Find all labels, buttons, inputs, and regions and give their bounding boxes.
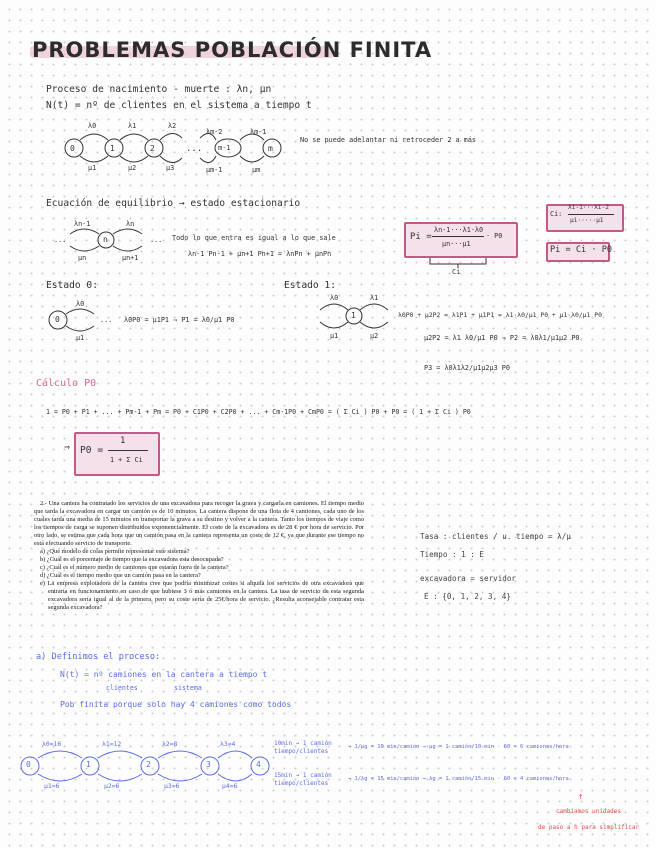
p0-result-denominator: 1 + Σ Ci (110, 456, 143, 464)
chain1-death-rate: μ2 (128, 164, 137, 172)
chain2-birth-rate: λ0=16 (42, 740, 62, 748)
chain1-state-2: 2 (150, 144, 155, 153)
dots: ... (100, 316, 113, 324)
estado1-equation-1: λ0P0 + μ2P2 = λ1P1 + μ1P1 = λ1·λ0/μ1 P0 + μ1·λ0/μ1 P0 (398, 311, 602, 319)
equilibrium-rate: μn+1 (122, 254, 139, 262)
solution-under-1: clientes (106, 684, 138, 692)
estado1-rate: μ2 (370, 332, 379, 340)
chain2-note-1b: tiempo/clientes (274, 748, 329, 755)
chain1-death-rate: μ3 (166, 164, 175, 172)
problem-question: d) ¿Cuál es el tiempo medio que un camión pasa en la cantera? (40, 572, 201, 579)
equilibrium-state: n (103, 235, 108, 244)
problem-question: e) La empresa explotadora de la cantera cree que podría minimizar costes si alquila los servicios de otra excavadora que entraría en funcionamiento en caso de que hubiese 3 ó más camiones en la cantera. La tasa de servicio de esta segunda excavadora sería igual al de la primera, pero su coste sería de 25€/hora de servicio. ¿Resulta aconsejable contratar esta segunda excavadora? (40, 580, 364, 611)
chain2-footnote-1: cambiamos unidades (556, 808, 622, 815)
dots: ... (150, 236, 163, 244)
chain1-dots: ... (186, 144, 203, 154)
chain2-birth-rate: λ1=12 (102, 740, 122, 748)
chain2-state-0: 0 (26, 760, 31, 769)
fraction-bar (108, 450, 148, 451)
chain1-birth-rate: λ1 (128, 122, 137, 130)
chain1-death-rate: μm-1 (206, 166, 223, 174)
calculo-heading: Cálculo P0 (36, 378, 97, 389)
side-note-tasa: Tasa : clientes / u. tiempo = λ/μ (420, 532, 571, 541)
pi-box-lhs: Pi = (410, 232, 432, 242)
chain2-footnote-2: de paso a h para simplificar (538, 824, 640, 831)
fraction-bar (568, 214, 614, 215)
estado1-rate: λ1 (370, 294, 379, 302)
fraction-bar (432, 236, 484, 237)
ci-label: Ci (452, 268, 461, 276)
estado0-diagram (44, 300, 104, 340)
solution-line-1: N(t) = nº camiones en la cantera a tiempo t (60, 670, 268, 679)
solution-under-2: sistema (174, 684, 202, 692)
equilibrium-heading: Ecuación de equilibrio → estado estacionario (46, 198, 301, 209)
estado0-top-rate: λ0 (76, 300, 85, 308)
chain1-state-1: 1 (110, 144, 115, 153)
estado1-state: 1 (351, 311, 356, 320)
solution-line-2: Pob finita porque solo hay 4 camiones como todos (60, 700, 292, 709)
side-note-tiempo: Tiempo : 1 : E (420, 550, 485, 559)
chain2-death-rate: μ4=6 (222, 782, 238, 790)
chain1-state-m: m (268, 144, 273, 153)
ci-def-denominator: μi·····μ1 (570, 217, 604, 224)
p0-result-numerator: 1 (120, 436, 126, 446)
dots: ... (54, 236, 67, 244)
equilibrium-rate: λn-1 (74, 220, 91, 228)
estado1-rate: λ0 (330, 294, 339, 302)
chain1-state-0: 0 (70, 144, 75, 153)
chain2-state-3: 3 (206, 760, 211, 769)
chain2-death-rate: μ3=6 (164, 782, 180, 790)
problem-question: a) ¿Qué modelo de colas permite representar este sistema? (40, 548, 190, 555)
calculo-sum-equation: 1 = P0 + P1 + ... + Pm-1 + Pm = P0 + C1P0 + C2P0 + ... + Cm-1P0 + CmP0 = ( Σ Ci ) P0 + P0 = ( 1 + Σ Ci ) P0 (46, 408, 471, 416)
chain1-birth-rate: λ0 (88, 122, 97, 130)
estado1-equation-3: P3 = λ0λ1λ2/μ1μ2μ3 P0 (424, 364, 510, 372)
chain1-death-rate: μm (252, 166, 261, 174)
estado1-equation-2: μ2P2 = λ1 λ0/μ1 P0 ⇒ P2 = λ0λ1/μ1μ2 P0 (424, 334, 580, 342)
chain1-death-rate: μ1 (88, 164, 97, 172)
equilibrium-statement: Todo lo que entra es igual a lo que sale (172, 234, 336, 242)
chain2-birth-rate: λ2=8 (162, 740, 178, 748)
chain2-state-2: 2 (146, 760, 151, 769)
chain2-death-rate: μ1=6 (44, 782, 60, 790)
chain2-calc-1: → 1/μg = 10 min/camión → μg = 1 camión/10 min · 60 = 6 camiones/hora (348, 744, 569, 750)
chain2-state-1: 1 (86, 760, 91, 769)
estado0-label: Estado 0: (46, 280, 98, 291)
ci-def-lhs: Ci: (550, 210, 563, 218)
calculo-arrow: ⇒ (64, 442, 71, 453)
chain1-note: No se puede adelantar ni retroceder 2 a más (300, 136, 476, 144)
chain2-note-2a: 15min → 1 camión (274, 772, 332, 779)
page-title: PROBLEMAS POBLACIÓN FINITA (32, 38, 433, 62)
chain2-state-4: 4 (256, 760, 261, 769)
intro-line-2: N(t) = nº de clientes en el sistema a tiempo t (46, 100, 312, 111)
estado1-rate: μ1 (330, 332, 339, 340)
solution-heading: a) Definimos el proceso: (36, 652, 161, 662)
ci-def-numerator: λi-1···λi-2 (568, 204, 609, 211)
problem-question: b) ¿Cuál es el porcentaje de tiempo que la excavadora esta desocupada? (40, 556, 224, 563)
chain1-birth-rate: λ2 (168, 122, 177, 130)
equilibrium-rate: λn (126, 220, 135, 228)
up-arrow-icon: ↑ (578, 792, 584, 802)
ci-brace (428, 256, 488, 268)
problem-intro: 2.- Una cantera ha contratado los servicios de una excavadora para recoger la grava y cargarla en camiones. El tiempo medio que tarda la excavadora en cargar un camión es de 10 minutos. La cantera dispone de una flota de 4 camiones, cada uno de los cuales tarda una media de 15 minutos en transportar la grava a su destino y volver a la cantera. Tanto los tiempos de viaje como los tiempos de carga se suponen distribuidos exponencialmente. El coste de la excavadora es de 28 € por hora de servicio. Por otro lado, se estima que cada hora que un camión pasa en la cantera representa un coste de 12 €, ya que durante ese tiempo no está efectuando servicio de transporte. (34, 500, 364, 547)
chain2-death-rate: μ2=6 (104, 782, 120, 790)
pi-short: Pi = Ci · P0 (550, 245, 613, 255)
chain1-state-m-1: m-1 (218, 144, 231, 152)
side-note-servidor: excavadora = servidor (420, 574, 517, 583)
pi-box-denominator: μn···μ1 (442, 240, 471, 248)
chain2-birth-rate: λ3=4 (220, 740, 236, 748)
estado0-state: 0 (55, 315, 60, 324)
problem-question: c) ¿Cuál es el número medio de camiones que estarán fuera de la cantera? (40, 564, 229, 571)
equilibrium-equation: λn-1 Pn-1 + μn+1 Pn+1 = λnPn + μnPn (188, 250, 332, 258)
estado0-bottom-rate: μ1 (76, 334, 85, 342)
equilibrium-rate: μn (78, 254, 87, 262)
p0-result-lhs: P0 = (80, 445, 104, 456)
estado0-equation: λ0P0 = μ1P1 ⇒ P1 = λ0/μ1 P0 (124, 316, 235, 324)
estado1-label: Estado 1: (284, 280, 336, 291)
chain2-calc-2: → 1/λg = 15 min/camión → λg = 1 camión/15 min · 60 = 4 camiones/hora (348, 776, 569, 782)
problem-statement (34, 500, 364, 612)
side-note-estados: E : {0, 1, 2, 3, 4} (424, 592, 511, 601)
intro-line-1: Proceso de nacimiento - muerte : λn, μn (46, 84, 272, 95)
chain2-note-2b: tiempo/clientes (274, 780, 329, 787)
chain2-note-1a: 10min → 1 camión (274, 740, 332, 747)
pi-box-rhs: · P0 (486, 232, 503, 240)
chain1-birth-rate: λm-2 (206, 128, 223, 136)
chain1-birth-rate: λm-1 (250, 128, 267, 136)
pi-box-numerator: λn-1···λ1·λ0 (434, 226, 484, 234)
